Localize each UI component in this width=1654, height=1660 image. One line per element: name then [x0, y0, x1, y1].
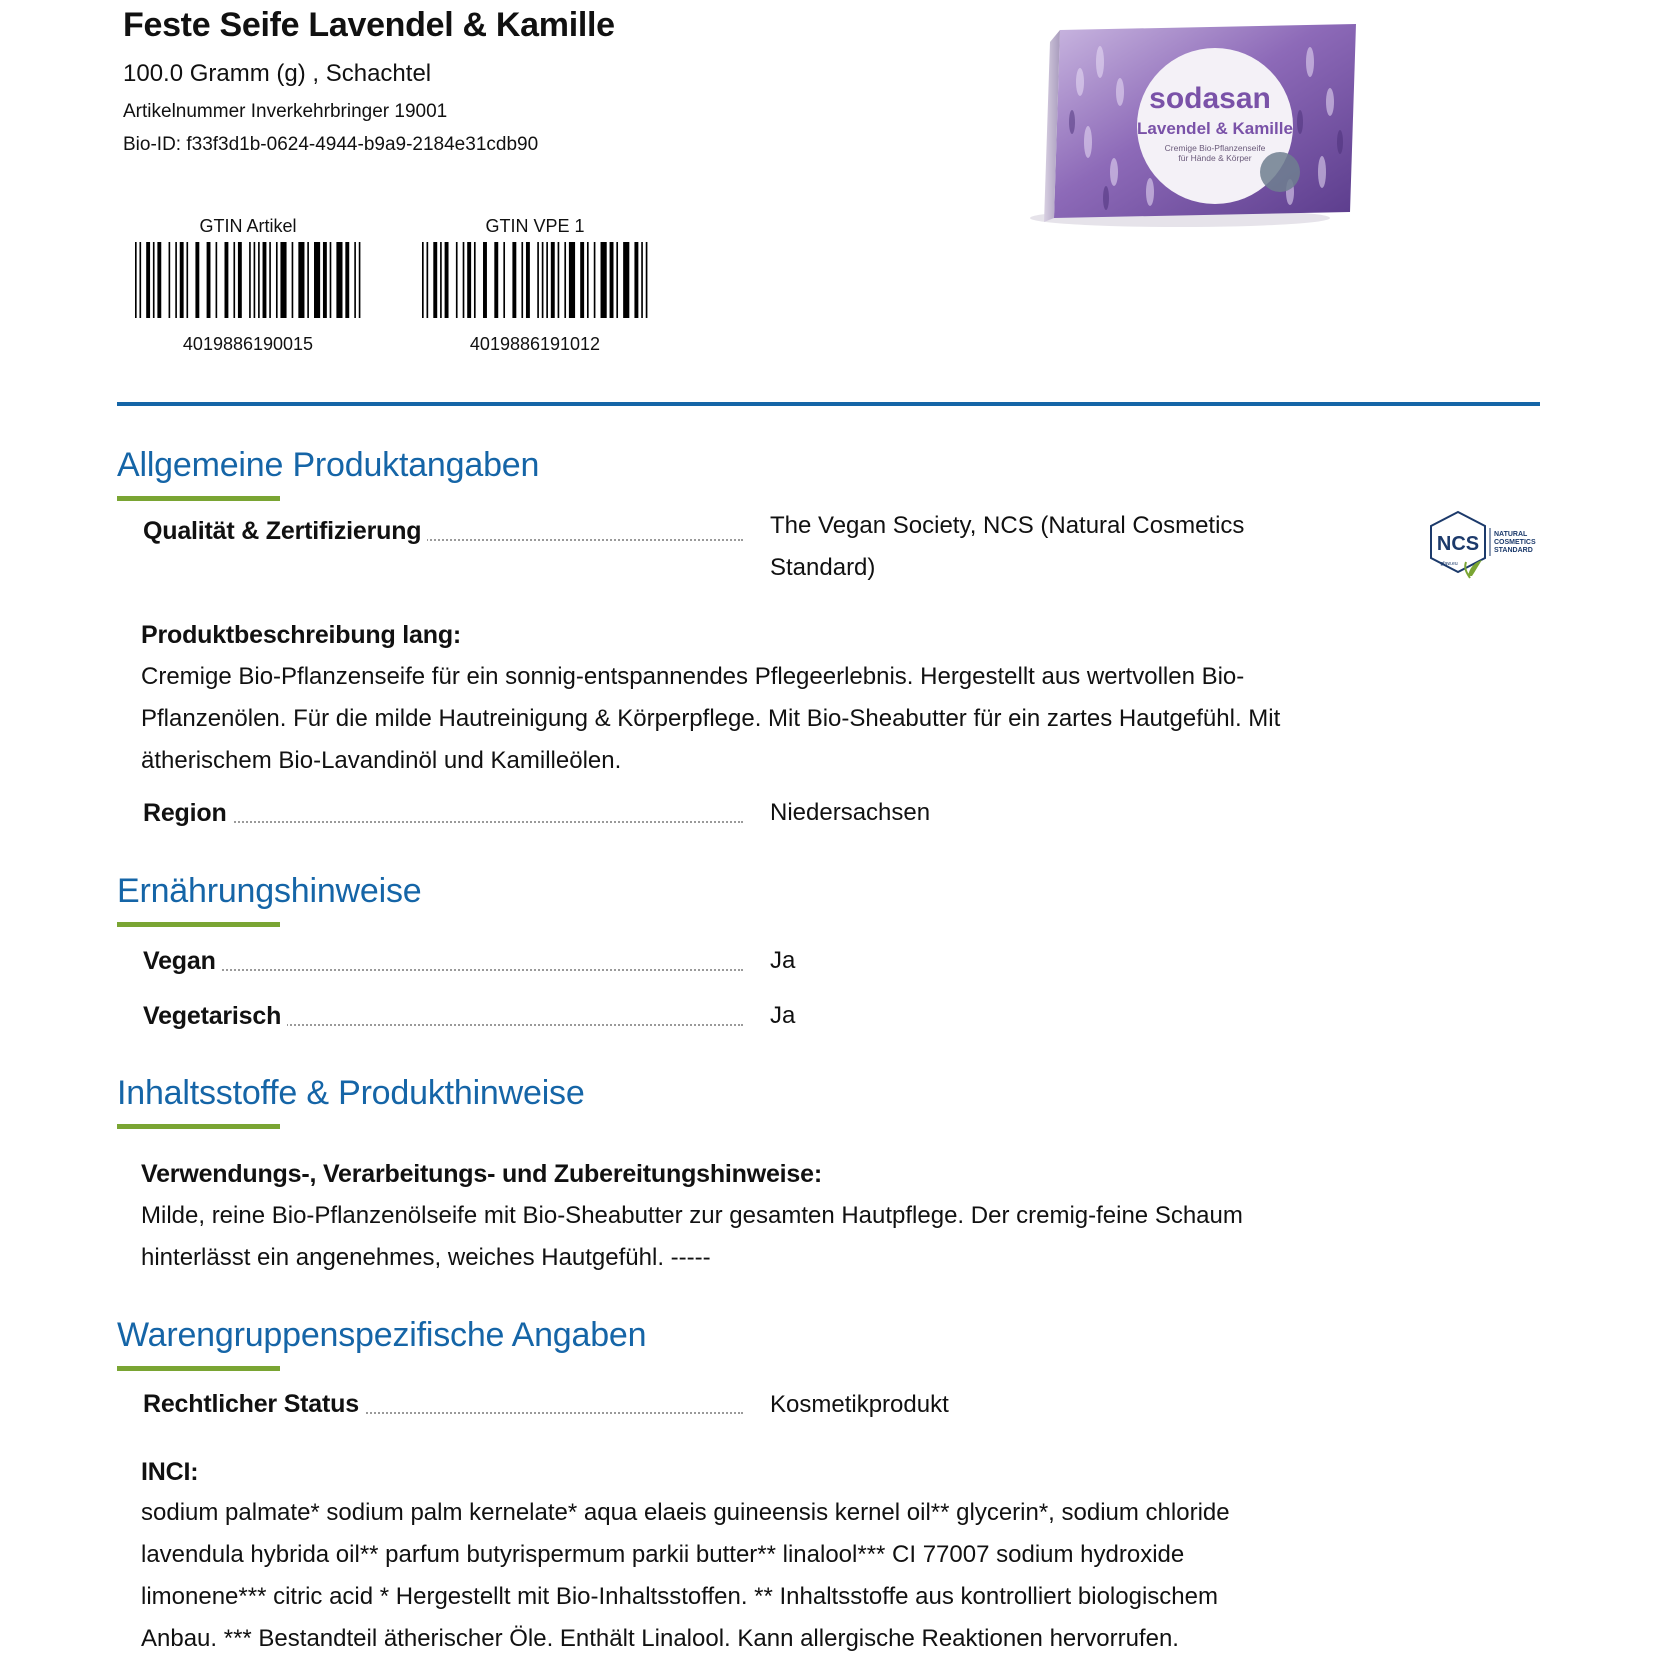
bio-id: Bio-ID: f33f3d1b-0624-4944-b9a9-2184e31cdb90 — [123, 134, 539, 155]
section-underline — [117, 1124, 280, 1129]
row-label: Region — [143, 799, 233, 828]
inci-line: Anbau. *** Bestandteil ätherischer Öle. Enthält Linalool. Kann allergische Reaktionen hervorrufen. — [141, 1625, 1179, 1652]
row-vegetarian — [143, 997, 743, 1031]
product-image — [1010, 22, 1370, 232]
row-label: Qualität & Zertifizierung — [143, 517, 427, 546]
barcode-label: GTIN VPE 1 — [485, 216, 585, 236]
description-line: Pflanzenölen. Für die milde Hautreinigung & Körperpflege. Mit Bio-Sheabutter für ein zartes Hautgefühl. Mit — [141, 705, 1281, 732]
description-line: ätherischem Bio-Lavandinöl und Kamilleölen. — [141, 747, 622, 774]
usage-line: Milde, reine Bio-Pflanzenölseife mit Bio-Sheabutter zur gesamten Hautpflege. Der cremig-feine Schaum — [141, 1202, 1243, 1229]
description-line: Cremige Bio-Pflanzenseife für ein sonnig-entspannendes Pflegeerlebnis. Hergestellt aus wertvollen Bio- — [141, 663, 1245, 690]
product-unit: 100.0 Gramm (g) , Schachtel — [123, 60, 432, 87]
ncs-logo-icon — [1428, 510, 1536, 582]
inci-line: lavendula hybrida oil** parfum butyrispermum parkii butter** linalool*** CI 77007 sodium hydroxide — [141, 1541, 1185, 1568]
ncs-url-text: gfaw.eu — [1440, 561, 1458, 567]
quality-value-line: The Vegan Society, NCS (Natural Cosmetics — [770, 512, 1245, 539]
description-label: Produktbeschreibung lang: — [141, 621, 462, 649]
ncs-mark-text: NCS — [1436, 533, 1480, 555]
product-brand-text: sodasan — [1149, 82, 1271, 115]
barcode-label: GTIN Artikel — [199, 216, 297, 236]
article-number: Artikelnummer Inverkehrbringer 19001 — [123, 101, 448, 122]
row-label: Vegan — [143, 947, 222, 976]
vegetarian-value: Ja — [770, 1002, 796, 1029]
barcode-gtin-artikel — [133, 214, 363, 355]
quality-value-line: Standard) — [770, 554, 876, 581]
row-quality — [143, 512, 743, 546]
ncs-text-line2: COSMETICS — [1494, 539, 1536, 546]
leader-dots — [143, 821, 743, 823]
usage-text — [141, 1195, 1401, 1279]
inci-text — [141, 1492, 1401, 1660]
row-region — [143, 794, 743, 828]
usage-label: Verwendungs-, Verarbeitungs- und Zubereitungshinweise: — [141, 1160, 822, 1188]
section-underline — [117, 922, 280, 927]
region-value: Niedersachsen — [770, 799, 931, 826]
row-label: Rechtlicher Status — [143, 1390, 365, 1419]
legal-status-value: Kosmetikprodukt — [770, 1391, 949, 1418]
description-text — [141, 656, 1401, 782]
row-legal-status — [143, 1385, 743, 1419]
barcode-gtin-vpe — [420, 214, 650, 355]
barcode-icon — [422, 242, 648, 318]
section-underline — [117, 496, 280, 501]
barcode-icon — [135, 242, 361, 318]
vegan-value: Ja — [770, 947, 796, 974]
section-underline — [117, 1366, 280, 1371]
quality-value — [770, 505, 1244, 589]
product-subtitle-line1: Cremige Bio-Pflanzenseife — [1164, 143, 1266, 153]
leader-dots — [143, 969, 743, 971]
header-divider — [117, 402, 1540, 406]
inci-label: INCI: — [141, 1458, 199, 1486]
barcode-number: 4019886190015 — [182, 334, 314, 354]
ncs-text-line3: STANDARD — [1494, 547, 1533, 554]
section-title-nutrition: Ernährungshinweise — [117, 872, 422, 910]
barcode-number: 4019886191012 — [469, 334, 601, 354]
inci-line: sodium palmate* sodium palm kernelate* aqua elaeis guineensis kernel oil** glycerin*, sodium chloride — [141, 1499, 1230, 1526]
row-vegan — [143, 942, 743, 976]
row-label: Vegetarisch — [143, 1002, 287, 1031]
ncs-text-line1: NATURAL — [1494, 531, 1528, 538]
product-title: Feste Seife Lavendel & Kamille — [123, 6, 615, 44]
section-title-ingredients: Inhaltsstoffe & Produkthinweise — [117, 1074, 585, 1112]
product-variant-text: Lavendel & Kamille — [1137, 119, 1293, 138]
section-title-general: Allgemeine Produktangaben — [117, 446, 540, 484]
section-title-category: Warengruppenspezifische Angaben — [117, 1316, 647, 1354]
product-subtitle-line2: für Hände & Körper — [1178, 153, 1252, 163]
inci-line: limonene*** citric acid * Hergestellt mit Bio-Inhaltsstoffen. ** Inhaltsstoffe aus kontrolliert biologischem — [141, 1583, 1218, 1610]
usage-line: hinterlässt ein angenehmes, weiches Hautgefühl. ----- — [141, 1244, 711, 1271]
